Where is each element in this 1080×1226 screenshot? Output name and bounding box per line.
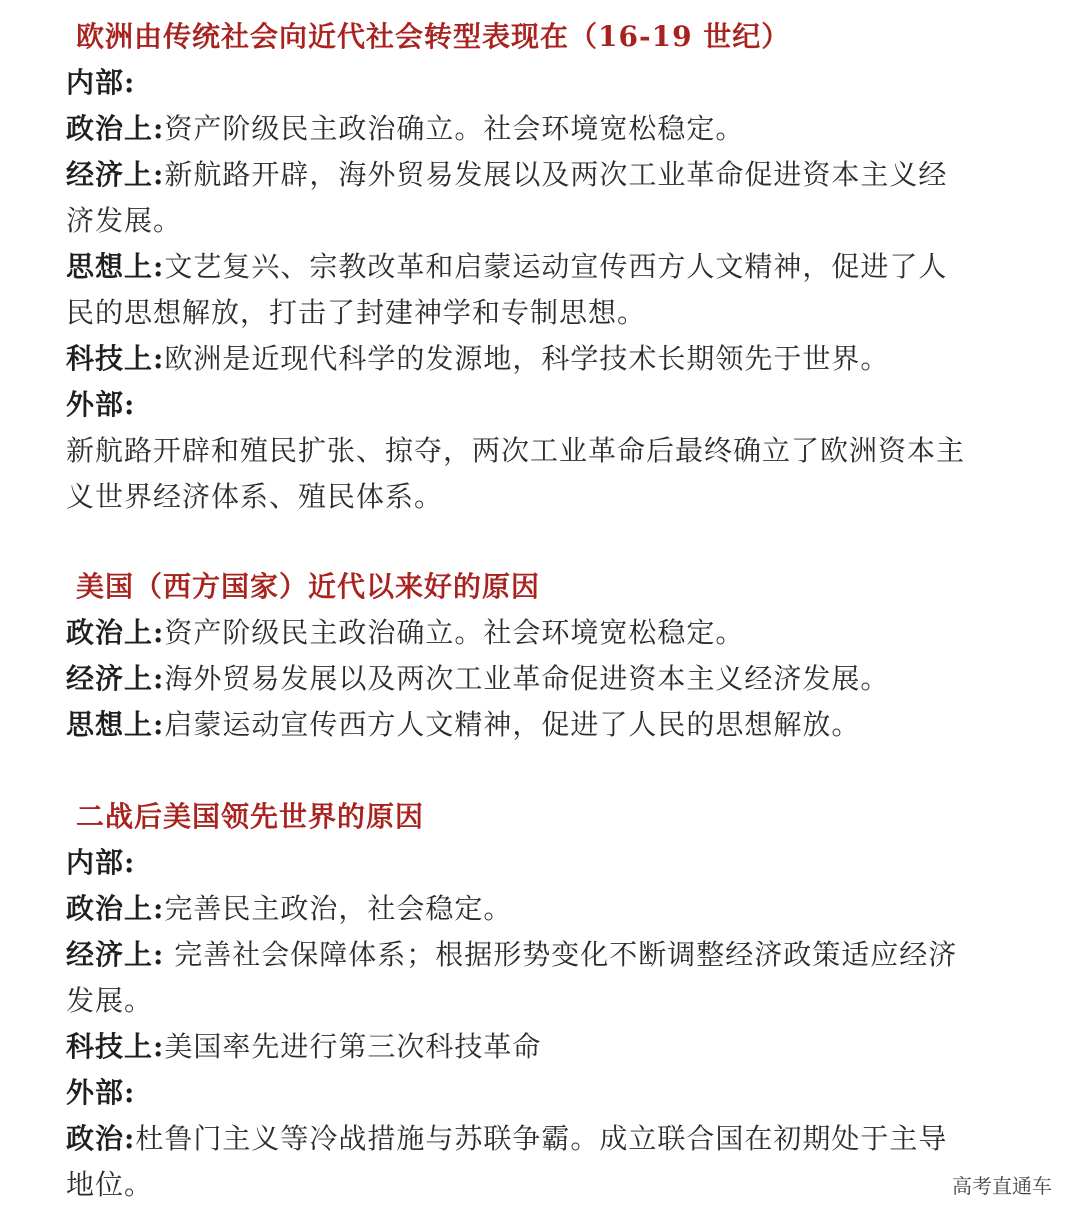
section-1-item-economy-cont: 济发展。 — [66, 204, 183, 237]
item-text: 美国率先进行第三次科技革命 — [164, 1030, 542, 1063]
item-text: 资产阶级民主政治确立。社会环境宽松稳定。 — [164, 616, 745, 649]
item-label: 科技上: — [66, 342, 165, 375]
section-1-item-thought — [66, 244, 1026, 290]
item-text: 文艺复兴、宗教改革和启蒙运动宣传西方人文精神，促进了人 — [164, 250, 948, 283]
item-label: 经济上: — [66, 938, 165, 971]
section-2-item-thought — [66, 702, 1026, 748]
section-3-title: 二战后美国领先世界的原因 — [76, 800, 425, 833]
item-label: 政治上: — [66, 112, 165, 145]
item-label: 政治上: — [66, 616, 165, 649]
section-3-item-politics — [66, 886, 1026, 932]
section-1-external-text-cont: 义世界经济体系、殖民体系。 — [66, 480, 444, 513]
section-1-external-text: 新航路开辟和殖民扩张、掠夺，两次工业革命后最终确立了欧洲资本主 — [66, 434, 966, 467]
watermark: 高考直通车 — [952, 1174, 1052, 1198]
item-text: 完善民主政治，社会稳定。 — [164, 892, 513, 925]
section-2-title: 美国（西方国家）近代以来好的原因 — [76, 570, 541, 603]
item-label: 思想上: — [66, 708, 165, 741]
item-text: 欧洲是近现代科学的发源地，科学技术长期领先于世界。 — [164, 342, 890, 375]
item-label: 政治上: — [66, 892, 165, 925]
item-label: 经济上: — [66, 662, 165, 695]
item-text: 资产阶级民主政治确立。社会环境宽松稳定。 — [164, 112, 745, 145]
section-3-internal-label: 内部: — [66, 846, 136, 879]
item-label: 经济上: — [66, 158, 165, 191]
section-2-item-economy — [66, 656, 1026, 702]
section-1-internal-label: 内部: — [66, 66, 136, 99]
section-1-item-tech — [66, 336, 1026, 382]
section-1-item-economy — [66, 152, 1026, 198]
section-2-item-politics — [66, 610, 1026, 656]
section-3-external-item — [66, 1116, 1026, 1162]
item-label: 政治: — [66, 1122, 136, 1155]
section-1-item-politics — [66, 106, 1026, 152]
section-3-external-item-cont: 地位。 — [66, 1168, 154, 1201]
item-text: 启蒙运动宣传西方人文精神，促进了人民的思想解放。 — [164, 708, 861, 741]
section-3-external-label: 外部: — [66, 1076, 136, 1109]
item-label: 科技上: — [66, 1030, 165, 1063]
item-text: 海外贸易发展以及两次工业革命促进资本主义经济发展。 — [164, 662, 890, 695]
section-3-item-economy — [66, 932, 1026, 978]
item-text: 杜鲁门主义等冷战措施与苏联争霸。成立联合国在初期处于主导 — [135, 1122, 948, 1155]
item-text: 新航路开辟，海外贸易发展以及两次工业革命促进资本主义经 — [164, 158, 948, 191]
section-1-title: 欧洲由传统社会向近代社会转型表现在（16-19 世纪） — [76, 20, 791, 53]
item-label: 思想上: — [66, 250, 165, 283]
item-text: 完善社会保障体系；根据形势变化不断调整经济政策适应经济 — [164, 938, 958, 971]
section-3-item-economy-cont: 发展。 — [66, 984, 154, 1017]
section-1-external-label: 外部: — [66, 388, 136, 421]
section-3-item-tech — [66, 1024, 1026, 1070]
section-1-item-thought-cont: 民的思想解放，打击了封建神学和专制思想。 — [66, 296, 647, 329]
